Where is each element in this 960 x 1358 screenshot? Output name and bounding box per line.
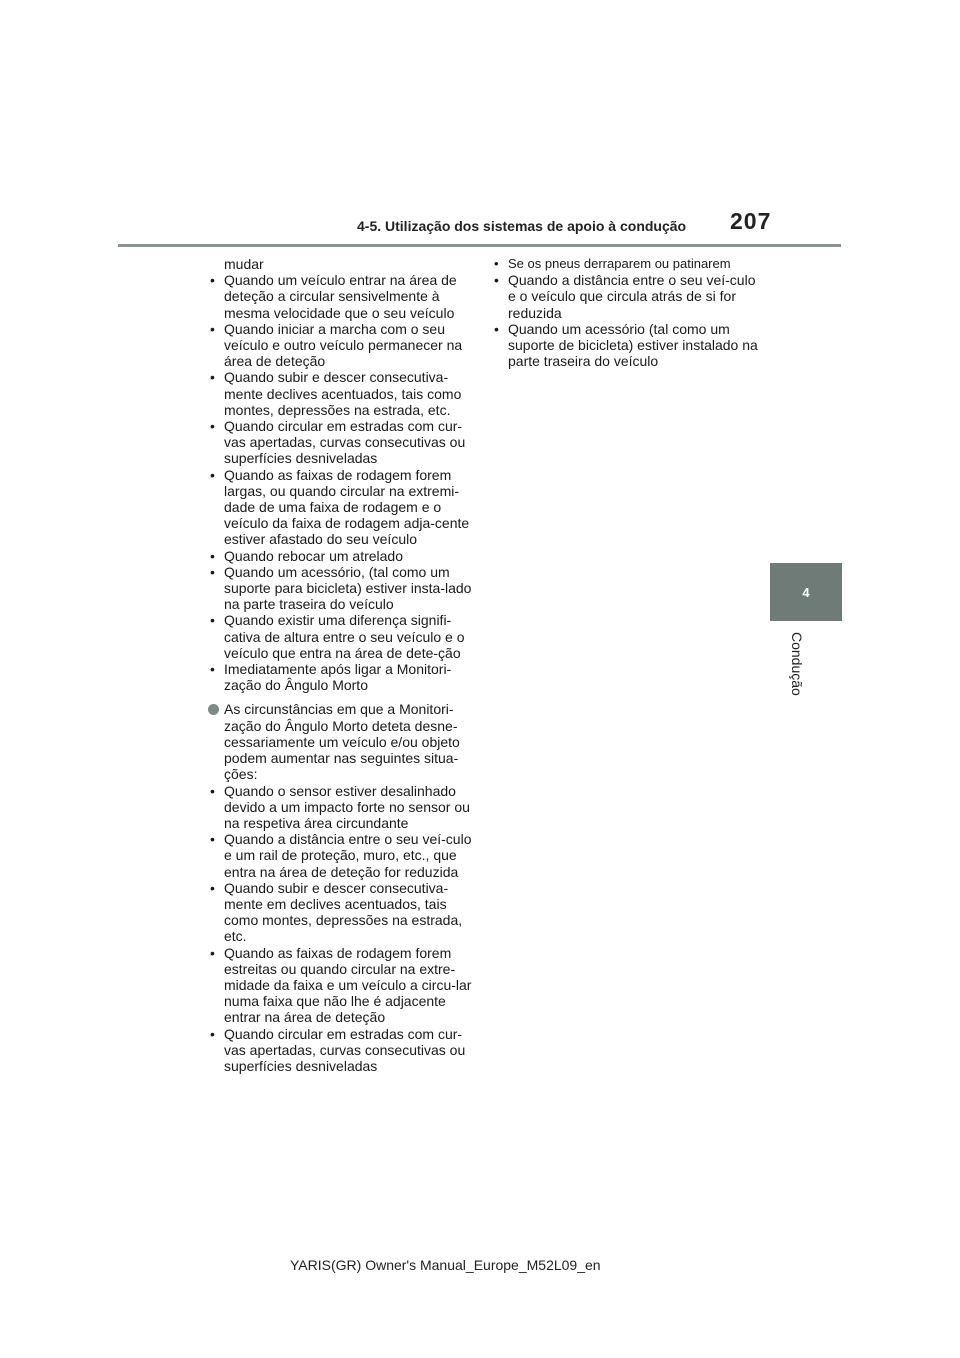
continuation-text: mudar xyxy=(224,256,264,272)
list-item: • Se os pneus derraparem ou patinarem xyxy=(491,256,761,272)
list-item: • Quando circular em estradas com cur-vas apertadas, curvas consecutivas ou superfícies desniveladas xyxy=(207,418,473,467)
list-item: • Quando um veículo entrar na área de deteção a circular sensivelmente à mesma velocidade que o seu veículo xyxy=(207,272,473,321)
list-item: • Quando o sensor estiver desalinhado devido a um impacto forte no sensor ou na respetiva área circundante xyxy=(207,783,473,832)
left-column xyxy=(207,256,473,1074)
section-title: 4-5. Utilização dos sistemas de apoio à condução xyxy=(357,218,687,234)
circumstances-paragraph xyxy=(207,701,473,782)
list-item: • Quando a distância entre o seu veí-culo e um rail de proteção, muro, etc., que entra na área de deteção for reduzida xyxy=(207,831,473,880)
list-item: • Quando as faixas de rodagem forem largas, ou quando circular na extremi-dade de uma faixa de rodagem e o veículo da faixa de rodagem adja-cente estiver afastado do seu veículo xyxy=(207,467,473,548)
circumstances-text: As circunstâncias em que a Monitori-zação do Ângulo Morto deteta desne-cessariamente um veículo e/ou objeto podem aumentar nas seguintes situa-ções: xyxy=(224,701,460,783)
footer-manual-id: YARIS(GR) Owner's Manual_Europe_M52L09_en xyxy=(290,1257,601,1273)
right-column xyxy=(491,256,761,369)
list-item: • Quando existir uma diferença signifi-cativa de altura entre o seu veículo e o veículo que entra na área de dete-ção xyxy=(207,612,473,661)
list-item: • Quando circular em estradas com cur-vas apertadas, curvas consecutivas ou superfícies desniveladas xyxy=(207,1026,473,1075)
list-item: • Quando um acessório, (tal como um suporte para bicicleta) estiver insta-lado na parte traseira do veículo xyxy=(207,564,473,613)
circle-bullet-icon xyxy=(208,704,219,715)
list-item: • Quando as faixas de rodagem forem estreitas ou quando circular na extre-midade da faixa e um veículo a circu-lar numa faixa que não lhe é adjacente entrar na área de deteção xyxy=(207,945,473,1026)
header-divider xyxy=(118,244,841,247)
chapter-label: Condução xyxy=(789,632,805,696)
list-item: • Quando rebocar um atrelado xyxy=(207,548,473,564)
page-number: 207 xyxy=(730,208,772,234)
list-item: • Quando a distância entre o seu veí-culo e o veículo que circula atrás de si for reduzida xyxy=(491,272,761,321)
list-item: • Quando um acessório (tal como um suporte de bicicleta) estiver instalado na parte traseira do veículo xyxy=(491,321,761,370)
list-item: • Quando subir e descer consecutiva-mente declives acentuados, tais como montes, depressões na estrada, etc. xyxy=(207,369,473,418)
bullet-list-1 xyxy=(207,272,473,693)
list-item: • Imediatamente após ligar a Monitori-zação do Ângulo Morto xyxy=(207,661,473,693)
chapter-number: 4 xyxy=(802,584,810,600)
bullet-list-2 xyxy=(207,783,473,1075)
chapter-tab[interactable] xyxy=(770,563,842,621)
list-item: • Quando iniciar a marcha com o seu veículo e outro veículo permanecer na área de deteção xyxy=(207,321,473,370)
list-item: • Quando subir e descer consecutiva-mente em declives acentuados, tais como montes, depressões na estrada, etc. xyxy=(207,880,473,945)
